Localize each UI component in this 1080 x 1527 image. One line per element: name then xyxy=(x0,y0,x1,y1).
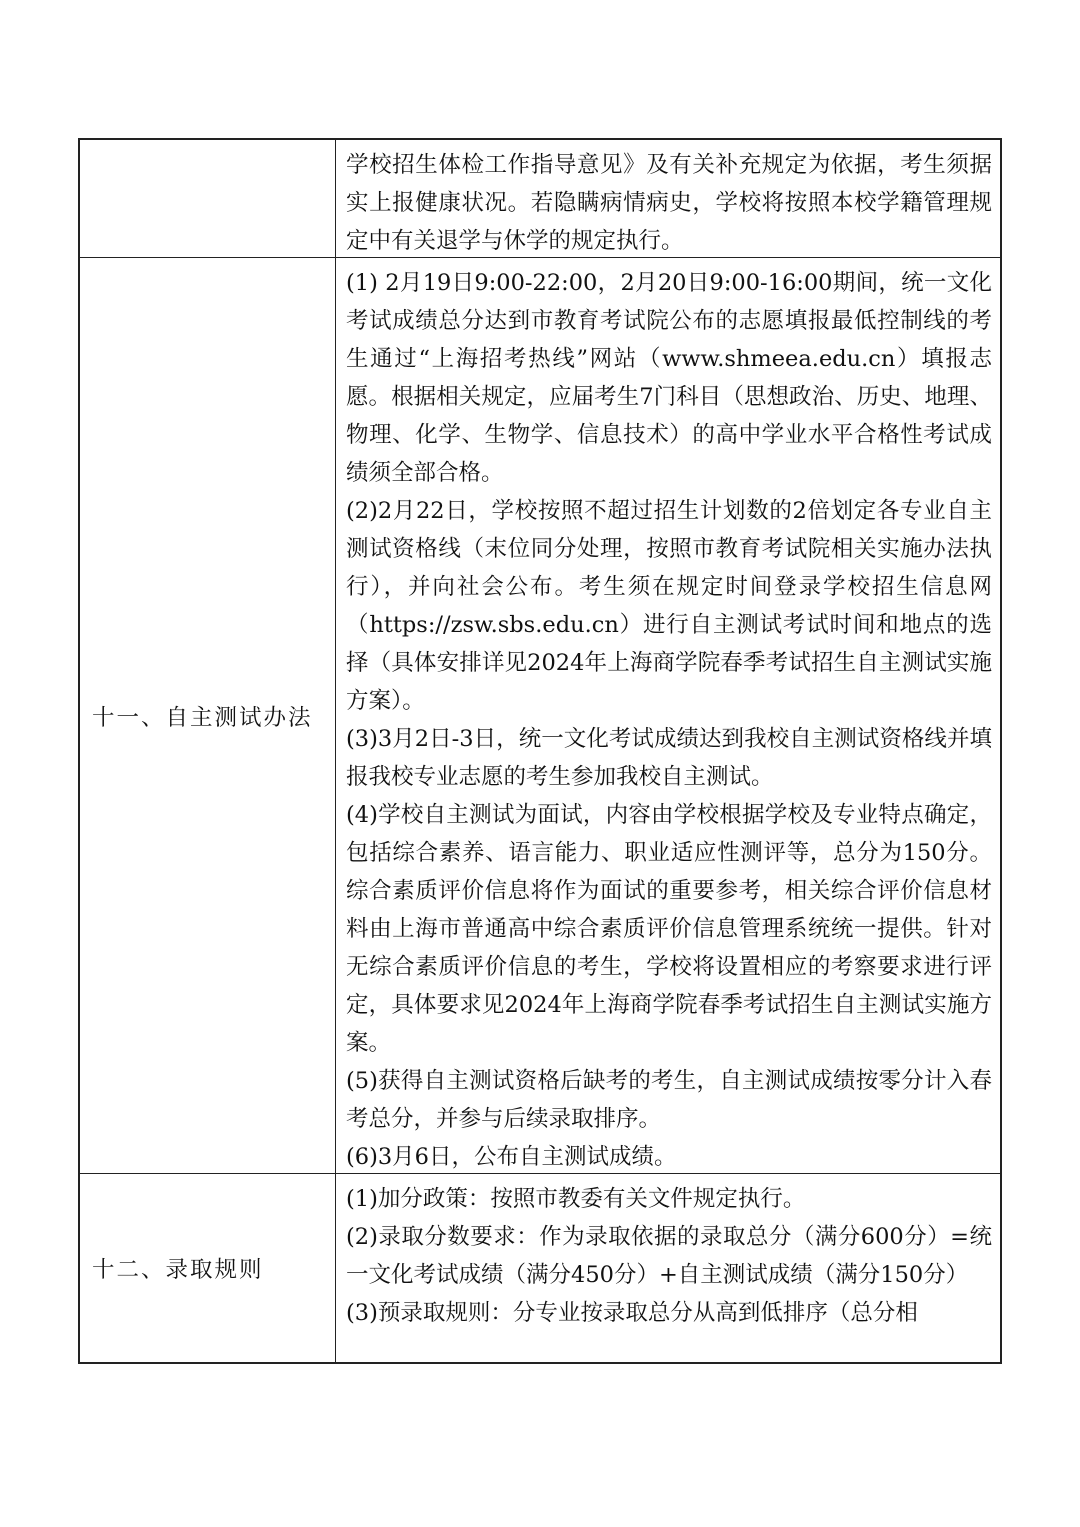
paragraph-1: (1) 2月19日9:00-22:00，2月20日9:00-16:00期间，统一文化考试成绩总分达到市教育考试院公布的志愿填报最低控制线的考生通过“上海招考热线”网站（www.shmeea.edu.cn）填报志愿。根据相关规定，应届考生7门科目（思想政治、历史、地理、物理、化学、生物学、信息技术）的高中学业水平合格性考试成绩须全部合格。 xyxy=(346,270,992,486)
row-content-admission-rules xyxy=(336,1174,1000,1362)
paragraph-2: (2)录取分数要求：作为录取依据的录取总分（满分600分）=统一文化考试成绩（满分450分）+自主测试成绩（满分150分） xyxy=(346,1224,992,1288)
row-label-empty xyxy=(80,140,336,257)
table-row-self-test xyxy=(78,257,1002,1173)
paragraph-5: (5)获得自主测试资格后缺考的考生，自主测试成绩按零分计入春考总分，并参与后续录取排序。 xyxy=(346,1068,992,1132)
paragraph-4: (4)学校自主测试为面试，内容由学校根据学校及专业特点确定，包括综合素养、语言能力、职业适应性测评等，总分为150分。综合素质评价信息将作为面试的重要参考，相关综合评价信息材料由上海市普通高中综合素质评价信息管理系统统一提供。针对无综合素质评价信息的考生，学校将设置相应的考察要求进行评定，具体要求见2024年上海商学院春季考试招生自主测试实施方案。 xyxy=(346,802,992,1056)
row-content-health xyxy=(336,140,1000,257)
paragraph-3: (3)预录取规则：分专业按录取总分从高到低排序（总分相 xyxy=(346,1300,918,1326)
paragraph-1: (1)加分政策：按照市教委有关文件规定执行。 xyxy=(346,1186,806,1212)
table-row-admission-rules xyxy=(78,1173,1002,1364)
table-row-health xyxy=(78,138,1002,257)
row-label-admission-rules: 十二、录取规则 xyxy=(80,1174,336,1362)
paragraph: 学校招生体检工作指导意见》及有关补充规定为依据，考生须据实上报健康状况。若隐瞒病情病史，学校将按照本校学籍管理规定中有关退学与休学的规定执行。 xyxy=(346,152,992,254)
paragraph-6: (6)3月6日，公布自主测试成绩。 xyxy=(346,1144,677,1170)
row-label-self-test: 十一、自主测试办法 xyxy=(80,258,336,1173)
admission-table xyxy=(78,138,1002,1364)
paragraph-3: (3)3月2日-3日，统一文化考试成绩达到我校自主测试资格线并填报我校专业志愿的考生参加我校自主测试。 xyxy=(346,726,992,790)
paragraph-2: (2)2月22日，学校按照不超过招生计划数的2倍划定各专业自主测试资格线（末位同分处理，按照市教育考试院相关实施办法执行），并向社会公布。考生须在规定时间登录学校招生信息网（https://zsw.sbs.edu.cn）进行自主测试考试时间和地点的选择（具体安排详见2024年上海商学院春季考试招生自主测试实施方案）。 xyxy=(346,498,992,714)
row-content-self-test xyxy=(336,258,1000,1173)
